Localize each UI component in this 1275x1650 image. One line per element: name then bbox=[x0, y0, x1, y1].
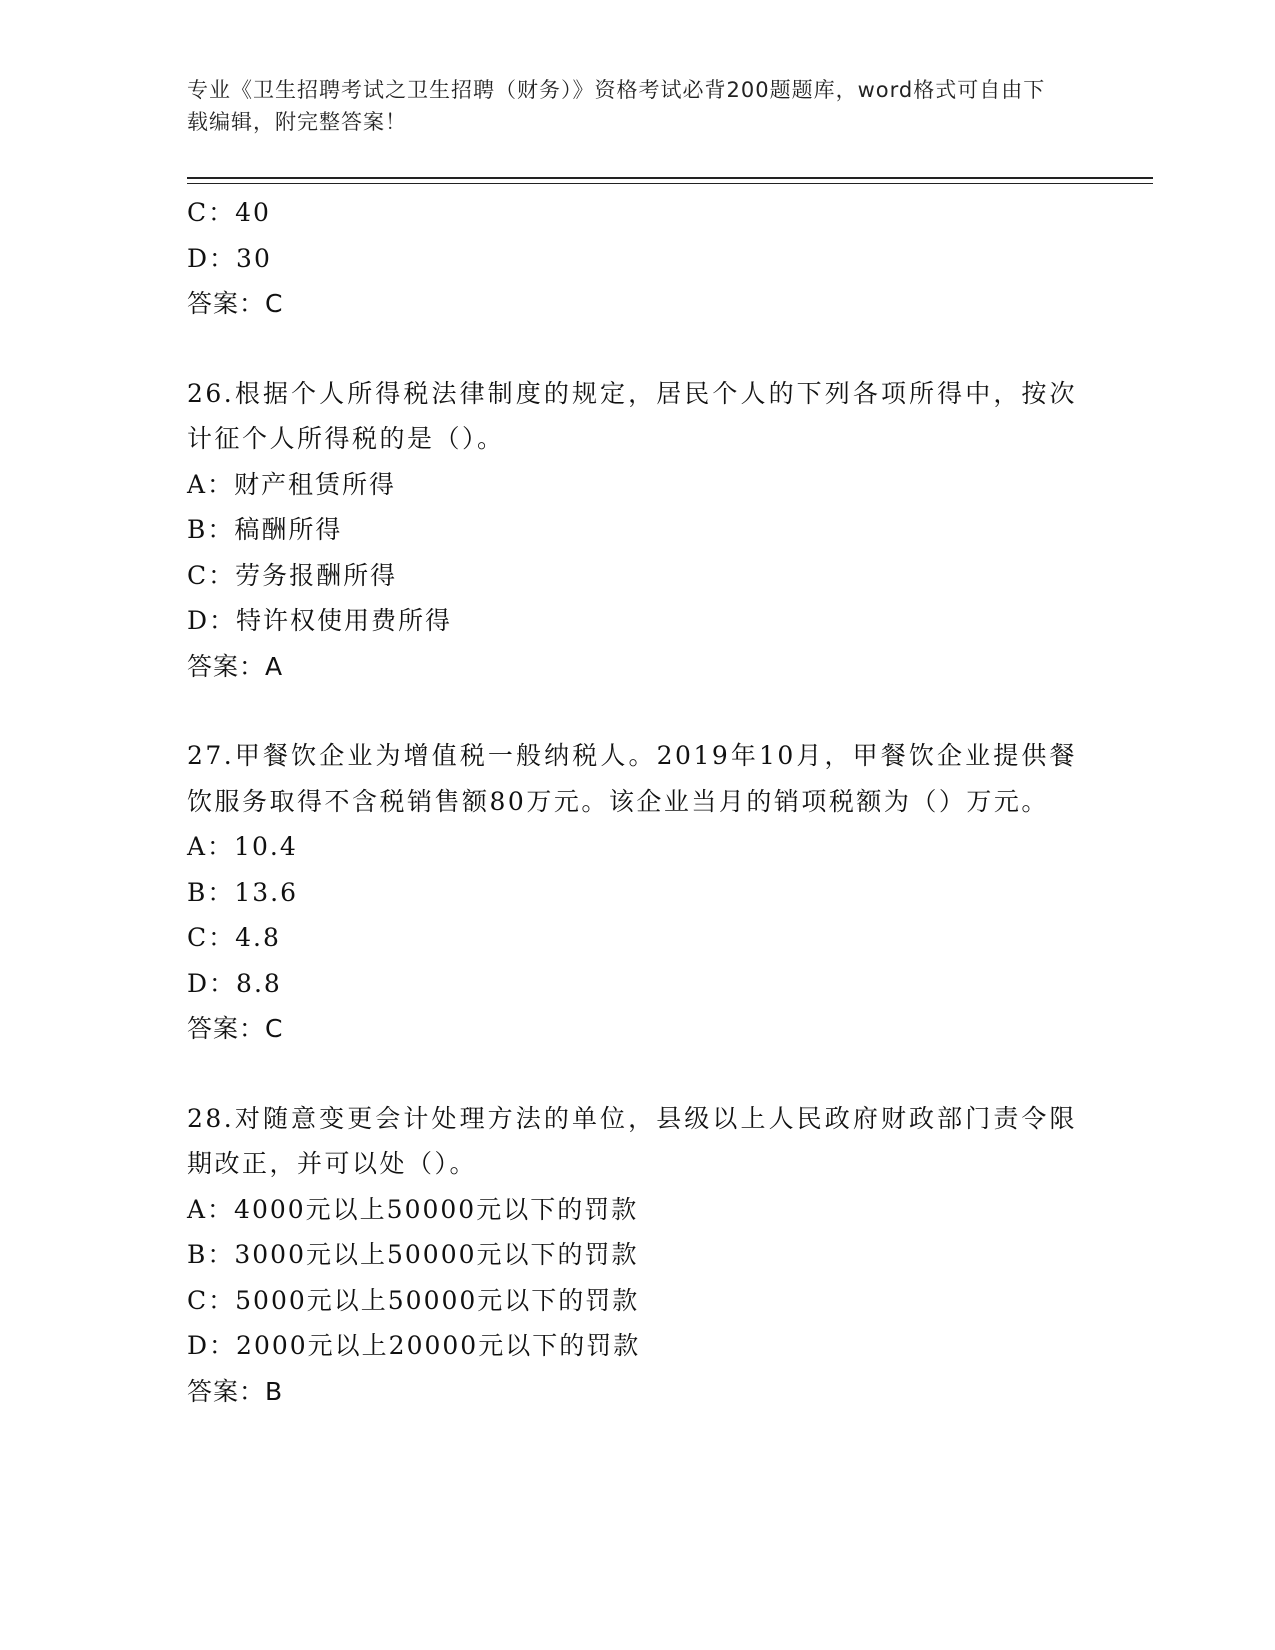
spacer bbox=[187, 689, 1077, 733]
option-c: C：5000元以上50000元以下的罚款 bbox=[187, 1285, 640, 1315]
document-header: 专业《卫生招聘考试之卫生招聘（财务）》资格考试必背200题题库，word格式可自由下载编辑，附完整答案！ bbox=[187, 78, 1046, 134]
spacer bbox=[187, 1052, 1077, 1096]
option-d: D：8.8 bbox=[187, 968, 282, 998]
answer-line: 答案：B bbox=[187, 1376, 284, 1406]
option-c: C：4.8 bbox=[187, 923, 281, 952]
question-27 bbox=[187, 733, 1077, 1052]
option-c: C：劳务报酬所得 bbox=[187, 560, 398, 590]
option-a: A：4000元以上50000元以下的罚款 bbox=[187, 1194, 639, 1224]
option-d: D：30 bbox=[187, 243, 272, 273]
answer-line: 答案：C bbox=[187, 1014, 284, 1043]
option-d: D：2000元以上20000元以下的罚款 bbox=[187, 1331, 641, 1360]
header-rule-thin bbox=[187, 183, 1153, 184]
question-content bbox=[187, 190, 1077, 1414]
previous-question-tail bbox=[187, 190, 1077, 327]
option-b: B：稿酬所得 bbox=[187, 515, 343, 544]
option-d: D：特许权使用费所得 bbox=[187, 606, 453, 635]
answer-line: 答案：C bbox=[187, 289, 284, 318]
spacer bbox=[187, 327, 1077, 371]
option-c: C：40 bbox=[187, 198, 271, 227]
answer-line: 答案：A bbox=[187, 651, 284, 681]
option-a: A：财产租赁所得 bbox=[187, 469, 397, 499]
option-b: B：13.6 bbox=[187, 877, 299, 907]
question-text: 27.甲餐饮企业为增值税一般纳税人。2019年10月，甲餐饮企业提供餐饮服务取得不含税销售额80万元。该企业当月的销项税额为（）万元。 bbox=[187, 741, 1077, 816]
option-b: B：3000元以上50000元以下的罚款 bbox=[187, 1240, 639, 1269]
question-28 bbox=[187, 1096, 1077, 1415]
header-rule-thick bbox=[187, 177, 1153, 179]
option-a: A：10.4 bbox=[187, 832, 298, 861]
question-text: 28.对随意变更会计处理方法的单位，县级以上人民政府财政部门责令限期改正，并可以处（）。 bbox=[187, 1103, 1077, 1178]
question-26 bbox=[187, 371, 1077, 690]
question-text: 26.根据个人所得税法律制度的规定，居民个人的下列各项所得中，按次计征个人所得税的是（）。 bbox=[187, 378, 1077, 453]
